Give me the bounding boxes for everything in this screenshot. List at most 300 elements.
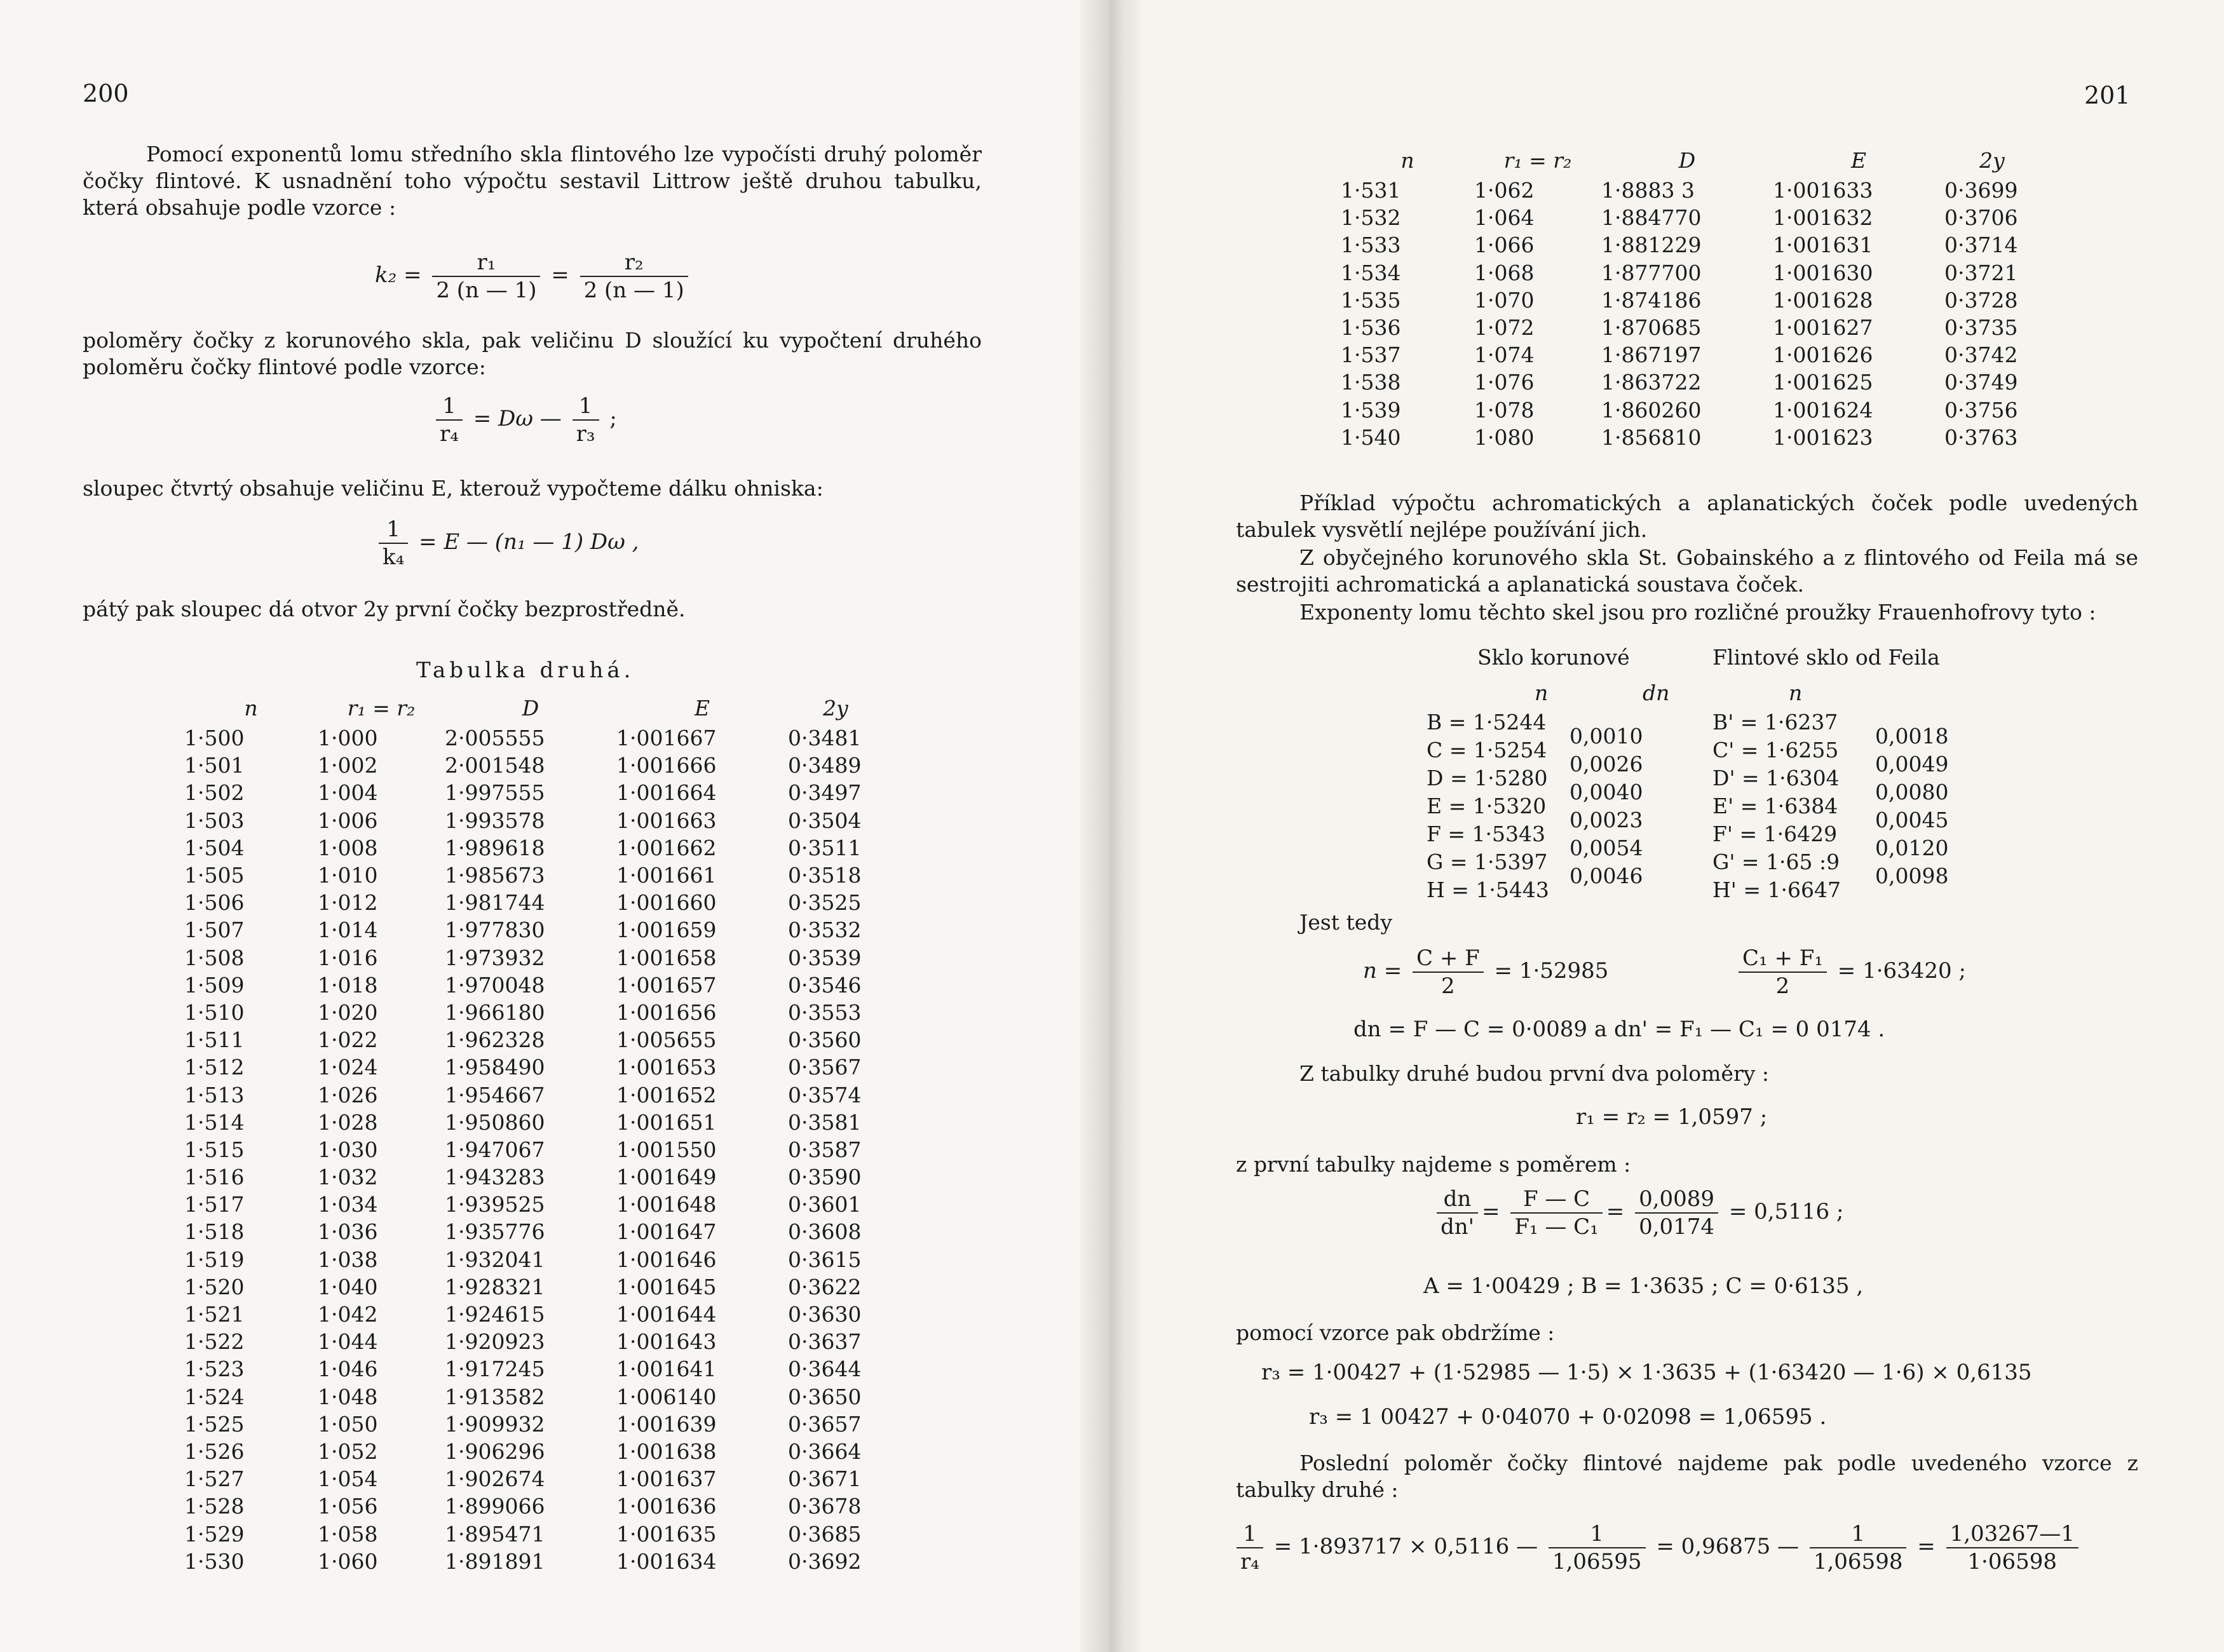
- table-cell: 1·523: [184, 1357, 245, 1382]
- table-cell: 0·3560: [788, 1027, 862, 1053]
- table-cell: 1·917245: [445, 1357, 545, 1382]
- table-caption: Tabulka druhá.: [416, 658, 635, 683]
- table-cell: 1·503: [184, 808, 245, 833]
- table-cell: 0·3539: [788, 945, 862, 970]
- table-row: [1341, 341, 2040, 369]
- table-row: [184, 889, 883, 916]
- table-cell: 0·3601: [788, 1192, 862, 1217]
- crown-dn-value: 0,0040: [1570, 780, 1643, 804]
- table-cell: 0·3685: [788, 1521, 862, 1547]
- table-cell: 1·977830: [445, 917, 545, 943]
- table-header-cell: 2y: [1979, 147, 2005, 173]
- flint-title: Flintové sklo od Feila: [1712, 645, 1940, 670]
- table-cell: 1·518: [184, 1219, 245, 1245]
- table-cell: 0·3615: [788, 1247, 862, 1272]
- table-cell: 1·001643: [616, 1329, 717, 1355]
- table-cell: 1·028: [318, 1109, 378, 1135]
- table-cell: 1·535: [1341, 287, 1401, 313]
- flint-index-row: B' = 1·6237: [1712, 710, 1838, 735]
- table-cell: 1·860260: [1601, 397, 1702, 423]
- equation-r1-r2: r₁ = r₂ = 1,0597 ;: [1576, 1104, 1768, 1130]
- table-cell: 1·001656: [616, 999, 717, 1025]
- table-cell: 1·538: [1341, 370, 1401, 395]
- table-row: [1341, 287, 2040, 314]
- table-cell: 1·008: [318, 835, 378, 860]
- crown-glass-block: [1427, 645, 1744, 912]
- table-cell: 1·958490: [445, 1055, 545, 1080]
- table-cell: 1·038: [318, 1247, 378, 1272]
- table-cell: 1·001661: [616, 863, 717, 888]
- table-cell: 1·906296: [445, 1439, 545, 1464]
- table-cell: 1·062: [1474, 178, 1535, 203]
- paragraph-3: sloupec čtvrtý obsahuje veličinu E, kterouž vypočteme dálku ohniska:: [83, 476, 824, 501]
- table-row: [184, 1520, 883, 1547]
- table-cell: 0·3497: [788, 780, 862, 806]
- table-cell: 1·001639: [616, 1411, 717, 1437]
- paragraph-priklad: Příklad výpočtu achromatických a aplanatických čoček podle uvedených tabulek vysvětlí nejlépe používání jich.: [1236, 491, 2138, 542]
- crown-dn-value: 0,0010: [1570, 724, 1643, 748]
- right-page: [1109, 0, 2224, 1652]
- table-cell: 1·510: [184, 999, 245, 1025]
- table-cell: 1·001663: [616, 808, 717, 833]
- table-cell: 1·016: [318, 945, 378, 970]
- table-cell: 0·3567: [788, 1055, 862, 1080]
- table-row: [184, 1411, 883, 1438]
- table-cell: 1·881229: [1601, 233, 1702, 258]
- table-cell: 1·064: [1474, 205, 1535, 231]
- table-cell: 1·502: [184, 780, 245, 806]
- table-cell: 1·001626: [1773, 342, 1873, 368]
- flint-glass-block: [1712, 645, 2068, 912]
- table-cell: 1·076: [1474, 370, 1535, 395]
- table-row: [1341, 314, 2040, 341]
- table-cell: 1·001653: [616, 1055, 717, 1080]
- paragraph-sklo: Z obyčejného korunového skla St. Gobainského a z flintového od Feila má se sestrojiti achromatická a aplanatická soustava čoček.: [1236, 545, 2138, 597]
- table-cell: 0·3525: [788, 890, 862, 916]
- table-cell: 1·924615: [445, 1302, 545, 1327]
- table-cell: 1·001624: [1773, 397, 1873, 423]
- table-cell: 1·970048: [445, 972, 545, 998]
- table-cell: 1·001628: [1773, 287, 1873, 313]
- table-cell: 1·532: [1341, 205, 1401, 231]
- flint-index-row: H' = 1·6647: [1712, 877, 1841, 902]
- table-row: [184, 1301, 883, 1328]
- table-cell: 1·020: [318, 999, 378, 1025]
- flint-index-row: G' = 1·65 :9: [1712, 850, 1840, 874]
- table-cell: 0·3637: [788, 1329, 862, 1355]
- table-cell: 1·002: [318, 753, 378, 778]
- table-cell: 0·3518: [788, 863, 862, 888]
- table-row: [184, 1383, 883, 1411]
- table-cell: 1·519: [184, 1247, 245, 1272]
- table-cell: 1·529: [184, 1521, 245, 1547]
- table-header-cell: E: [1850, 147, 1867, 173]
- formula-r4: $\frac{1}{\text{r₄}}$ = Dω — $\frac{1}{\text{r₃}}$ ;: [432, 393, 617, 447]
- table-cell: 1·522: [184, 1329, 245, 1355]
- table-cell: 1·500: [184, 726, 245, 751]
- flint-dn-value: 0,0098: [1875, 863, 1949, 888]
- table-cell: 1·526: [184, 1439, 245, 1464]
- table-cell: 1·920923: [445, 1329, 545, 1355]
- table-cell: 2·001548: [445, 753, 545, 778]
- book-gutter: [1080, 0, 1141, 1652]
- table-row: [184, 972, 883, 999]
- table-cell: 0·3763: [1944, 424, 2018, 450]
- table-row: [184, 779, 883, 806]
- table-cell: 1·005655: [616, 1027, 717, 1053]
- table-row: [184, 916, 883, 944]
- table-row: [184, 1493, 883, 1520]
- table-cell: 1·001658: [616, 945, 717, 970]
- table-cell: 0·3721: [1944, 260, 2018, 285]
- table-row: [184, 1136, 883, 1163]
- table-cell: 1·001625: [1773, 370, 1873, 395]
- equation-r3-b: r₃ = 1 00427 + 0·04070 + 0·02098 = 1,06595 .: [1309, 1404, 1827, 1430]
- crown-index-row: F = 1·5343: [1427, 822, 1545, 846]
- flint-dn-value: 0,0120: [1875, 836, 1949, 860]
- table-cell: 1·001634: [616, 1548, 717, 1574]
- paragraph-1: Pomocí exponentů lomu středního skla flintového lze vypočísti druhý poloměr čočky flintové. K usnadnění toho výpočtu sestavil Littrow ještě druhou tabulku, která obsahuje podle vzorce :: [83, 142, 982, 220]
- table-cell: 1·512: [184, 1055, 245, 1080]
- table-cell: 1·001623: [1773, 424, 1873, 450]
- table-cell: 1·070: [1474, 287, 1535, 313]
- table-cell: 1·014: [318, 917, 378, 943]
- table-row: [184, 834, 883, 862]
- table-cell: 1·001633: [1773, 178, 1873, 203]
- table-cell: 0·3546: [788, 972, 862, 998]
- flint-index-row: E' = 1·6384: [1712, 794, 1838, 818]
- table-cell: 1·505: [184, 863, 245, 888]
- table-cell: 0·3511: [788, 835, 862, 860]
- table-cell: 1·001550: [616, 1137, 717, 1162]
- table-cell: 1·000: [318, 726, 378, 751]
- table-header-cell: n: [244, 695, 258, 721]
- table-cell: 1·989618: [445, 835, 545, 860]
- table-cell: 1·001645: [616, 1274, 717, 1299]
- table-cell: 1·048: [318, 1384, 378, 1409]
- equation-ratio: $\frac{dn}{dn'}$ = $\frac{F — C}{\text{F₁ — C₁}}$ = $\frac{0,0089}{0,0174}$ = 0,5116 ;: [1433, 1186, 1843, 1240]
- crown-index-row: C = 1·5254: [1427, 738, 1547, 762]
- table-cell: 0·3735: [1944, 315, 2018, 341]
- table-cell: 0·3749: [1944, 370, 2018, 395]
- table-cell: 0·3728: [1944, 287, 2018, 313]
- table-cell: 1·993578: [445, 808, 545, 833]
- table-cell: 1·032: [318, 1165, 378, 1190]
- table-cell: 1·004: [318, 780, 378, 806]
- table-cell: 1·520: [184, 1274, 245, 1299]
- table-cell: 0·3581: [788, 1109, 862, 1135]
- table-cell: 1·026: [318, 1082, 378, 1107]
- table-cell: 1·022: [318, 1027, 378, 1053]
- table-header-cell: D: [1678, 147, 1696, 173]
- table-row: [184, 1191, 883, 1218]
- table-header-cell: r₁ = r₂: [347, 695, 416, 721]
- flint-dn-value: 0,0049: [1875, 752, 1949, 776]
- table-cell: 1·052: [318, 1439, 378, 1464]
- crown-dn-value: 0,0026: [1570, 752, 1643, 776]
- table-cell: 0·3481: [788, 726, 862, 751]
- table-cell: 1·537: [1341, 342, 1401, 368]
- paragraph-4: pátý pak sloupec dá otvor 2y první čočky bezprostředně.: [83, 597, 686, 621]
- table-cell: 1·001644: [616, 1302, 717, 1327]
- table-cell: 1·080: [1474, 424, 1535, 450]
- equation-final: $\frac{1}{\text{r₄}}$ = 1·893717 × 0,5116 — $\frac{1}{1,06595}$ = 0,96875 — $\frac{1}{1,06598}$ = $\frac{1,03267—1}{1\cdot 06598}$: [1233, 1520, 2082, 1575]
- table-row: [184, 1273, 883, 1301]
- table-cell: 1·884770: [1601, 205, 1702, 231]
- table-cell: 0·3504: [788, 808, 862, 833]
- text-z-tabulky: Z tabulky druhé budou první dva poloměry :: [1299, 1061, 1769, 1086]
- table-cell: 1·515: [184, 1137, 245, 1162]
- table-row: [1341, 396, 2040, 424]
- table-cell: 0·3630: [788, 1302, 862, 1327]
- table-cell: 1·001649: [616, 1165, 717, 1190]
- table-cell: 1·932041: [445, 1247, 545, 1272]
- table-row: [184, 1218, 883, 1245]
- table-row: [1341, 231, 2040, 259]
- equation-abc: A = 1·00429 ; B = 1·3635 ; C = 0·6135 ,: [1423, 1273, 1864, 1299]
- table-row: [184, 752, 883, 779]
- table-cell: 1·001660: [616, 890, 717, 916]
- table-cell: 1·511: [184, 1027, 245, 1053]
- table-cell: 1·973932: [445, 945, 545, 970]
- table-cell: 1·913582: [445, 1384, 545, 1409]
- table-row: [184, 1328, 883, 1355]
- table-row: [184, 862, 883, 889]
- table-cell: 1·527: [184, 1466, 245, 1492]
- table-row: [184, 1355, 883, 1383]
- table-cell: 1·001635: [616, 1521, 717, 1547]
- table-cell: 1·891891: [445, 1548, 545, 1574]
- table-row: [184, 1053, 883, 1081]
- table-cell: 1·501: [184, 753, 245, 778]
- paragraph-2: poloměry čočky z korunového skla, pak veličinu D sloužící ku vypočtení druhého poloměru čočky flintové podle vzorce:: [83, 328, 982, 379]
- table-druha-part2: [1341, 144, 2040, 451]
- table-druha-part1: [184, 691, 883, 1575]
- table-cell: 0·3714: [1944, 233, 2018, 258]
- table-cell: 1·939525: [445, 1192, 545, 1217]
- table-cell: 0·3574: [788, 1082, 862, 1107]
- table-row: [184, 807, 883, 834]
- table-cell: 1·001637: [616, 1466, 717, 1492]
- table-cell: 1·001638: [616, 1439, 717, 1464]
- table-cell: 0·3692: [788, 1548, 862, 1574]
- table-cell: 1·528: [184, 1494, 245, 1519]
- crown-index-row: B = 1·5244: [1427, 710, 1547, 735]
- flint-index-row: F' = 1·6429: [1712, 822, 1838, 846]
- table-row: [184, 724, 883, 752]
- table-cell: 1·895471: [445, 1521, 545, 1547]
- table-cell: 0·3489: [788, 753, 862, 778]
- table-row: [184, 999, 883, 1026]
- table-header-cell: n: [1400, 147, 1414, 173]
- table-cell: 1·050: [318, 1411, 378, 1437]
- table-cell: 1·001651: [616, 1109, 717, 1135]
- table-row: [1341, 369, 2040, 396]
- table-cell: 0·3699: [1944, 178, 2018, 203]
- table-cell: 0·3590: [788, 1165, 862, 1190]
- text-z-prvni: z první tabulky najdeme s poměrem :: [1236, 1152, 1631, 1177]
- table-cell: 0·3650: [788, 1384, 862, 1409]
- table-cell: 1·001652: [616, 1082, 717, 1107]
- formula-k4: $\frac{1}{\text{k₄}}$ = E — (n₁ — 1) Dω ,: [375, 516, 639, 571]
- formula-k2: k₂ = $\frac{\text{r₁}}{2 (n — 1)}$ = $\frac{\text{r₂}}{2 (n — 1)}$: [375, 249, 692, 304]
- table-cell: 1·030: [318, 1137, 378, 1162]
- table-cell: 0·3678: [788, 1494, 862, 1519]
- table-cell: 1·001666: [616, 753, 717, 778]
- table-cell: 1·874186: [1601, 287, 1702, 313]
- table-cell: 1·056: [318, 1494, 378, 1519]
- table-cell: 1·508: [184, 945, 245, 970]
- table-cell: 1·981744: [445, 890, 545, 916]
- table-cell: 1·034: [318, 1192, 378, 1217]
- crown-index-row: G = 1·5397: [1427, 850, 1548, 874]
- text-pomoci: pomocí vzorce pak obdržíme :: [1236, 1320, 1555, 1345]
- table-header-cell: E: [694, 695, 710, 721]
- table-cell: 1·072: [1474, 315, 1535, 341]
- paragraph-posledni: Poslední poloměr čočky flintové najdeme pak podle uvedeného vzorce z tabulky druhé :: [1236, 1451, 2138, 1502]
- table-cell: 1·947067: [445, 1137, 545, 1162]
- table-cell: 1·060: [318, 1548, 378, 1574]
- table-cell: 1·539: [1341, 397, 1401, 423]
- crown-dn-value: 0,0023: [1570, 808, 1643, 832]
- equation-n1: $\frac{\text{C₁ + F₁}}{2}$ = 1·63420 ;: [1735, 945, 1966, 999]
- flint-index-row: D' = 1·6304: [1712, 766, 1840, 790]
- table-cell: 1·044: [318, 1329, 378, 1355]
- table-cell: 1·902674: [445, 1466, 545, 1492]
- table-cell: 1·018: [318, 972, 378, 998]
- table-cell: 1·867197: [1601, 342, 1702, 368]
- table-cell: 1·877700: [1601, 260, 1702, 285]
- crown-dn-value: 0,0046: [1570, 863, 1643, 888]
- table-cell: 1·954667: [445, 1082, 545, 1107]
- table-cell: 1·517: [184, 1192, 245, 1217]
- table-cell: 1·509: [184, 972, 245, 998]
- table-cell: 1·012: [318, 890, 378, 916]
- table-cell: 1·997555: [445, 780, 545, 806]
- table-cell: 1·010: [318, 863, 378, 888]
- table-cell: 1·516: [184, 1165, 245, 1190]
- table-cell: 1·966180: [445, 999, 545, 1025]
- table-cell: 1·001641: [616, 1357, 717, 1382]
- table-cell: 1·054: [318, 1466, 378, 1492]
- table-cell: 1·006: [318, 808, 378, 833]
- table-row: [184, 1548, 883, 1575]
- table-cell: 1·001632: [1773, 205, 1873, 231]
- table-cell: 1·001657: [616, 972, 717, 998]
- table-cell: 1·001648: [616, 1192, 717, 1217]
- table-header-cell: r₁ = r₂: [1503, 147, 1572, 173]
- table-cell: 1·530: [184, 1548, 245, 1574]
- flint-index-row: C' = 1·6255: [1712, 738, 1839, 762]
- table-cell: 0·3664: [788, 1439, 862, 1464]
- table-cell: 1·507: [184, 917, 245, 943]
- table-cell: 0·3622: [788, 1274, 862, 1299]
- table-cell: 1·040: [318, 1274, 378, 1299]
- table-cell: 0·3706: [1944, 205, 2018, 231]
- table-cell: 1·078: [1474, 397, 1535, 423]
- crown-index-row: H = 1·5443: [1427, 877, 1549, 902]
- table-cell: 1·036: [318, 1219, 378, 1245]
- table-row: [184, 1109, 883, 1136]
- table-cell: 1·863722: [1601, 370, 1702, 395]
- table-cell: 1·066: [1474, 233, 1535, 258]
- table-cell: 1·540: [1341, 424, 1401, 450]
- table-cell: 1·046: [318, 1357, 378, 1382]
- table-row: [1341, 424, 2040, 451]
- crown-index-row: D = 1·5280: [1427, 766, 1548, 790]
- table-cell: 0·3756: [1944, 397, 2018, 423]
- flint-dn-value: 0,0080: [1875, 780, 1949, 804]
- table-cell: 0·3608: [788, 1219, 862, 1245]
- table-row: [184, 1163, 883, 1191]
- crown-dn-label: dn: [1643, 680, 1670, 705]
- crown-n-label: n: [1535, 680, 1549, 705]
- table-cell: 1·899066: [445, 1494, 545, 1519]
- table-row: [184, 1465, 883, 1493]
- table-row: [1341, 204, 2040, 231]
- table-row: [184, 1026, 883, 1053]
- table-cell: 1·001662: [616, 835, 717, 860]
- flint-dn-value: 0,0018: [1875, 724, 1949, 748]
- table-cell: 1·8883 3: [1601, 178, 1695, 203]
- page-number-right: 201: [2084, 81, 2131, 109]
- table-cell: 0·3657: [788, 1411, 862, 1437]
- table-cell: 1·001631: [1773, 233, 1873, 258]
- equation-n: n = $\frac{C + F}{2}$ = 1·52985: [1363, 945, 1609, 999]
- table-cell: 1·514: [184, 1109, 245, 1135]
- table-cell: 1·943283: [445, 1165, 545, 1190]
- table-cell: 1·042: [318, 1302, 378, 1327]
- table-cell: 1·506: [184, 890, 245, 916]
- table-cell: 1·985673: [445, 863, 545, 888]
- page-number-left: 200: [83, 79, 129, 107]
- table-cell: 1·001646: [616, 1247, 717, 1272]
- table-cell: 1·504: [184, 835, 245, 860]
- table-cell: 1·001647: [616, 1219, 717, 1245]
- table-cell: 1·068: [1474, 260, 1535, 285]
- table-cell: 1·531: [1341, 178, 1401, 203]
- table-cell: 0·3587: [788, 1137, 862, 1162]
- table-row: [1341, 259, 2040, 287]
- flint-dn-value: 0,0045: [1875, 808, 1949, 832]
- table-cell: 1·533: [1341, 233, 1401, 258]
- table-cell: 1·001636: [616, 1494, 717, 1519]
- table-cell: 1·962328: [445, 1027, 545, 1053]
- table-cell: 1·001627: [1773, 315, 1873, 341]
- table-cell: 1·950860: [445, 1109, 545, 1135]
- table-cell: 1·513: [184, 1082, 245, 1107]
- table-cell: 1·534: [1341, 260, 1401, 285]
- table-cell: 1·928321: [445, 1274, 545, 1299]
- table-cell: 1·536: [1341, 315, 1401, 341]
- table-cell: 2·005555: [445, 726, 545, 751]
- jest-tedy: Jest tedy: [1299, 910, 1393, 935]
- table-cell: 1·001630: [1773, 260, 1873, 285]
- flint-n-label: n: [1789, 680, 1803, 705]
- table-cell: 1·024: [318, 1055, 378, 1080]
- table-cell: 1·074: [1474, 342, 1535, 368]
- table-cell: 0·3532: [788, 917, 862, 943]
- table-cell: 1·870685: [1601, 315, 1702, 341]
- table-cell: 0·3553: [788, 999, 862, 1025]
- table-cell: 1·521: [184, 1302, 245, 1327]
- table-cell: 1·006140: [616, 1384, 717, 1409]
- table-header-cell: D: [522, 695, 539, 721]
- table-cell: 0·3644: [788, 1357, 862, 1382]
- paragraph-exponenty: Exponenty lomu těchto skel jsou pro rozličné proužky Frauenhofrovy tyto :: [1299, 600, 2096, 625]
- left-page: [0, 0, 1109, 1652]
- table-row: [184, 1081, 883, 1108]
